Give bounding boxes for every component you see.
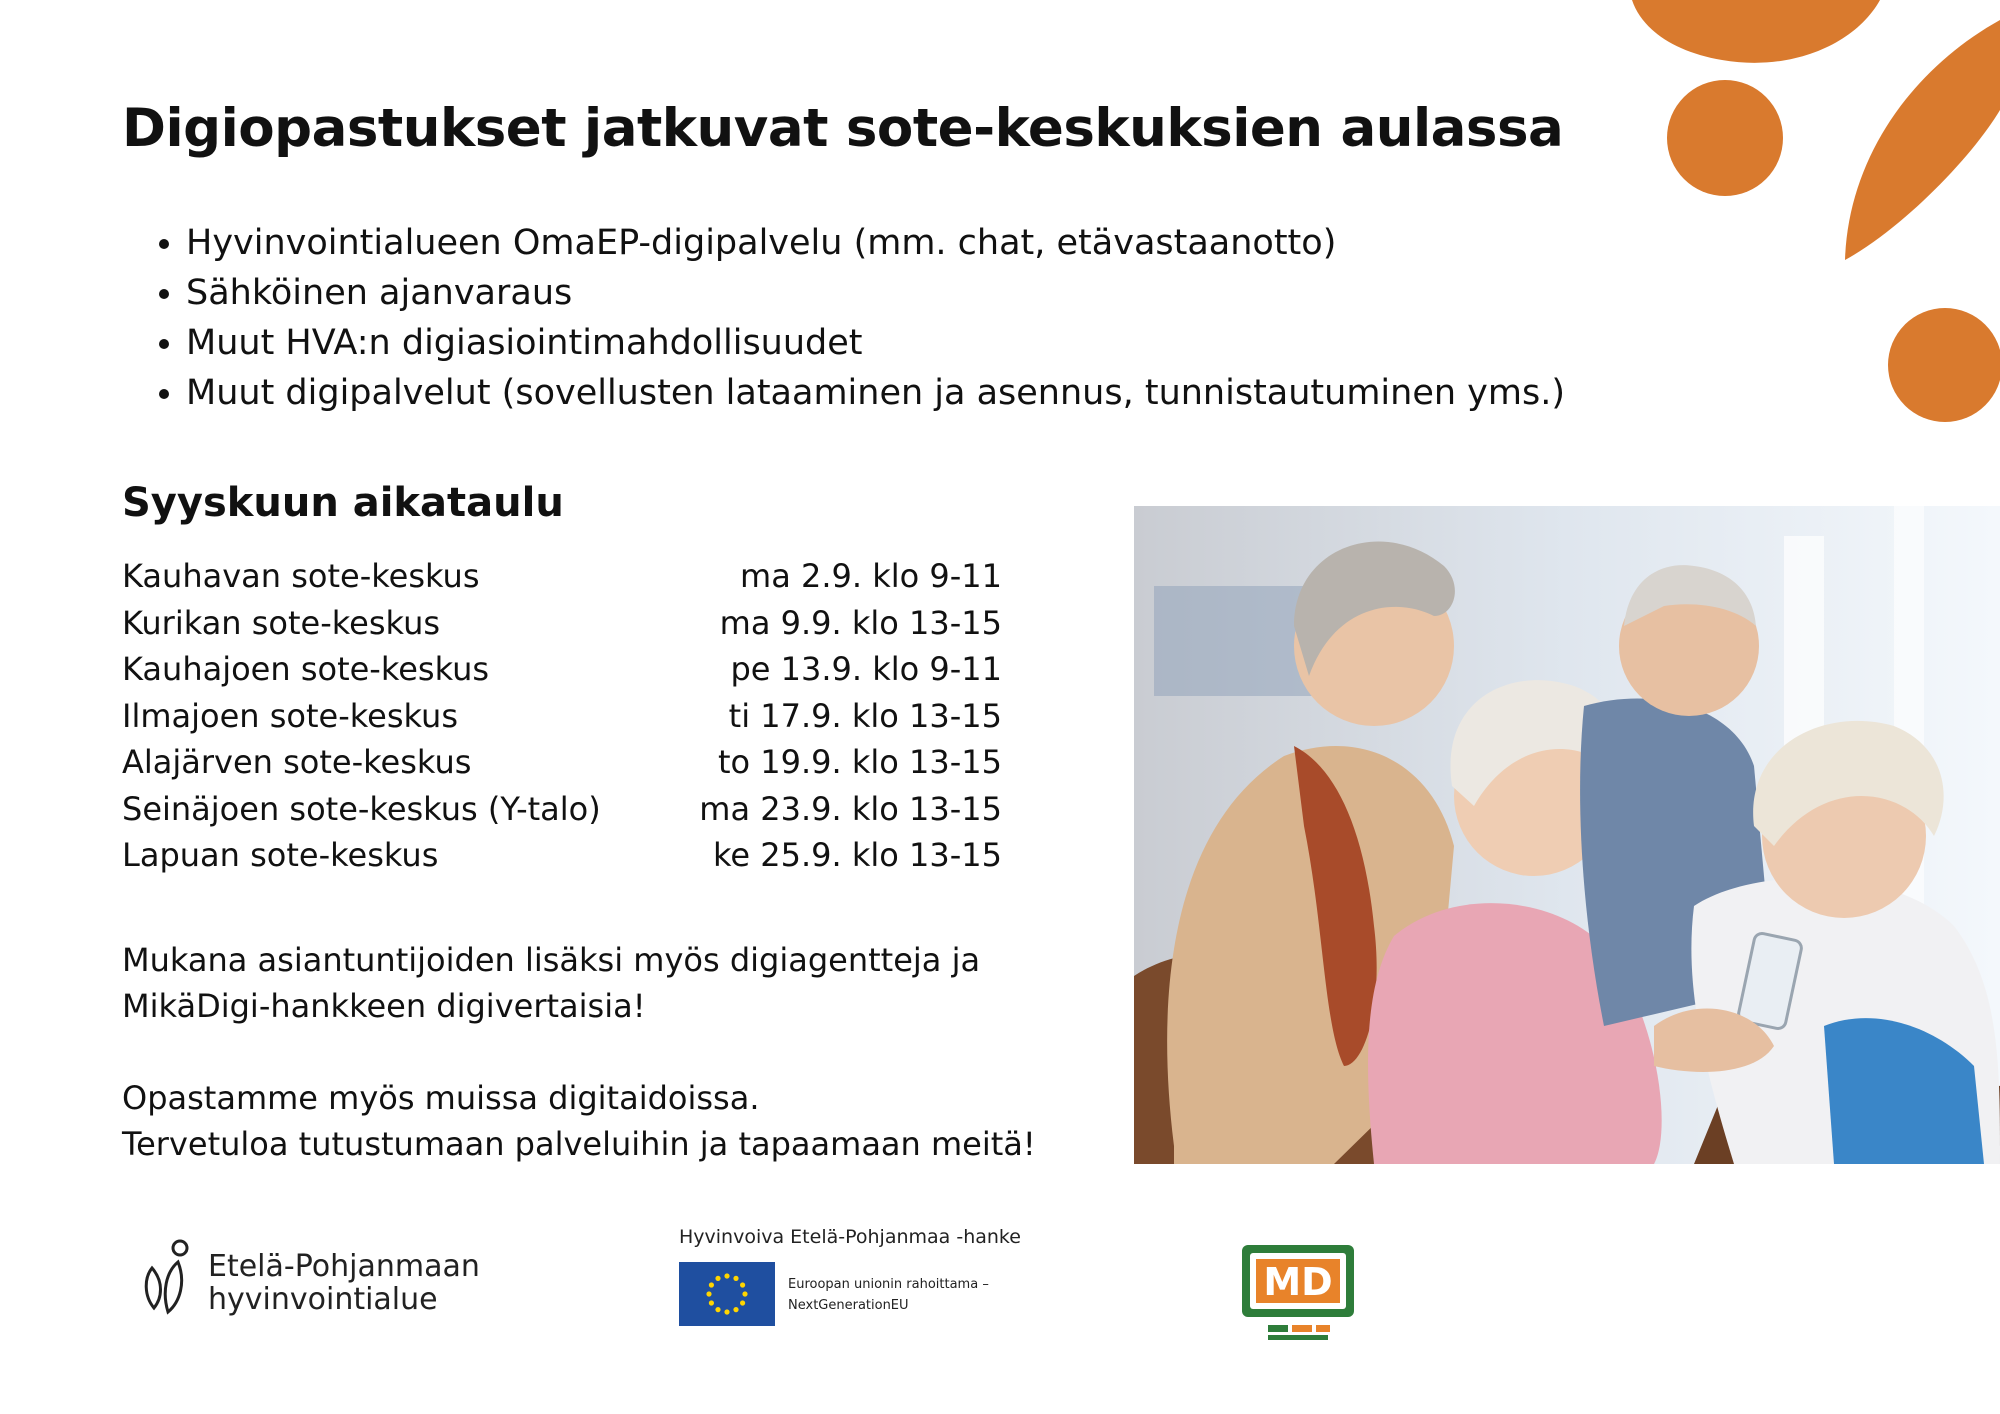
- table-row: [122, 739, 1002, 786]
- decorative-orange-shapes: [1580, 0, 2000, 440]
- schedule-place: Alajärven sote-keskus: [122, 743, 472, 781]
- schedule-place: Kauhavan sote-keskus: [122, 557, 480, 595]
- list-item: • Sähköinen ajanvaraus: [186, 268, 1565, 318]
- schedule-time: ma 23.9. klo 13-15: [699, 789, 1002, 828]
- schedule-place: Ilmajoen sote-keskus: [122, 696, 458, 735]
- info-paragraph-welcome: [122, 1075, 1036, 1167]
- table-row: [122, 600, 1002, 647]
- org-logo-line: hyvinvointialue: [208, 1282, 438, 1317]
- eu-funding-line: Euroopan unionin rahoittama –: [788, 1277, 989, 1292]
- info-line: Opastamme myös muissa digitaidoissa.: [122, 1079, 760, 1117]
- md-logo-text: MD: [1263, 1260, 1333, 1304]
- deco-circle-bottom: [1888, 308, 2000, 422]
- table-row: [122, 786, 1002, 833]
- schedule-place: Lapuan sote-keskus: [122, 836, 439, 874]
- info-paragraph-experts: [122, 937, 980, 1029]
- eu-funding-line: NextGenerationEU: [788, 1298, 909, 1313]
- info-line: Tervetuloa tutustumaan palveluihin ja tapaamaan meitä!: [122, 1125, 1036, 1163]
- list-item: • Muut HVA:n digiasiointimahdollisuudet: [186, 318, 1565, 368]
- schedule-place: Kauhajoen sote-keskus: [122, 650, 490, 688]
- eu-flag-icon: [679, 1262, 775, 1326]
- schedule-place: Seinäjoen sote-keskus (Y-talo): [122, 789, 601, 828]
- table-row: [122, 646, 1002, 693]
- services-list: [148, 218, 1565, 418]
- table-row: [122, 693, 1002, 740]
- schedule-place: Kurikan sote-keskus: [122, 603, 441, 642]
- person-leaf-icon: [140, 1238, 200, 1318]
- schedule-time: to 19.9. klo 13-15: [717, 743, 1002, 781]
- schedule-time: pe 13.9. klo 9-11: [730, 650, 1002, 688]
- eu-funding-text: [788, 1274, 989, 1316]
- schedule-time: ke 25.9. klo 13-15: [713, 836, 1002, 874]
- deco-leaf-top: [1632, 0, 1880, 63]
- page-title: Digiopastukset jatkuvat sote-keskuksien aulassa: [122, 98, 1564, 159]
- list-item: • Hyvinvointialueen OmaEP-digipalvelu (mm. chat, etävastaanotto): [186, 218, 1565, 268]
- info-line: MikäDigi-hankkeen digivertaisia!: [122, 987, 646, 1025]
- org-logo-text: [208, 1250, 480, 1316]
- schedule-time: ma 2.9. klo 9-11: [740, 557, 1002, 595]
- seniors-photo: [1134, 506, 2000, 1164]
- monitor-md-icon: [1238, 1243, 1358, 1343]
- schedule-time: ma 9.9. klo 13-15: [719, 603, 1002, 642]
- schedule-time: ti 17.9. klo 13-15: [728, 696, 1002, 735]
- deco-circle-top: [1667, 80, 1783, 196]
- deco-leaf-right: [1845, 20, 2000, 260]
- list-item: • Muut digipalvelut (sovellusten lataaminen ja asennus, tunnistautuminen yms.): [186, 368, 1565, 418]
- table-row: [122, 553, 1002, 600]
- info-line: Mukana asiantuntijoiden lisäksi myös digiagentteja ja: [122, 941, 981, 979]
- project-label: Hyvinvoiva Etelä-Pohjanmaa -hanke: [679, 1226, 1021, 1248]
- org-logo-line: Etelä-Pohjanmaan: [208, 1249, 480, 1284]
- schedule-table: [122, 553, 1002, 879]
- table-row: [122, 832, 1002, 879]
- schedule-title: Syyskuun aikataulu: [122, 480, 564, 526]
